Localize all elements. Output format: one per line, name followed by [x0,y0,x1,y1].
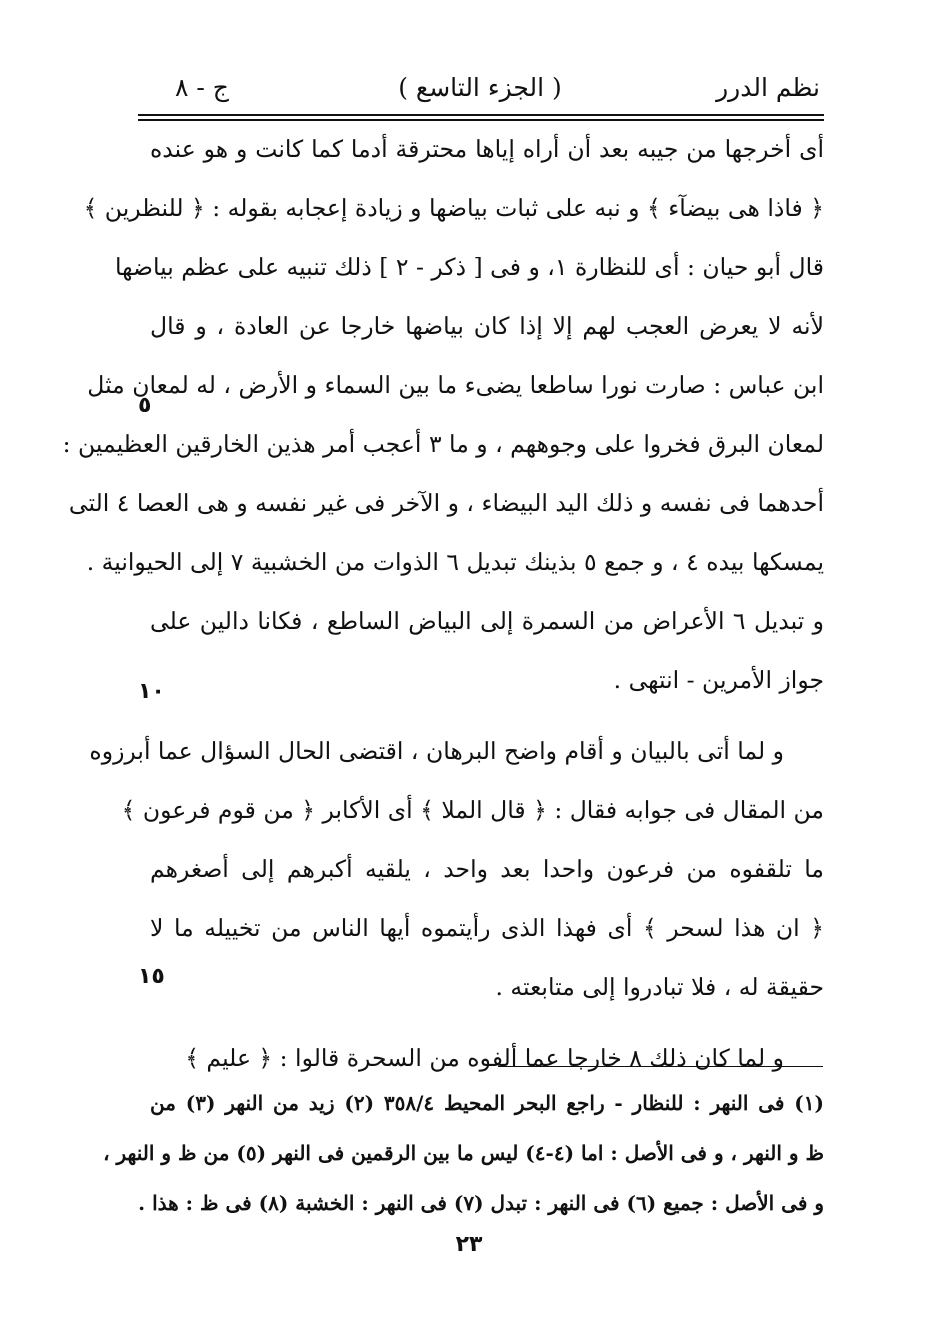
text-line: و تبديل ٦ الأعراض من السمرة إلى البياض الساطع ، فكانا دالين على [150,607,825,635]
text-line: جواز الأمرين - انتهى . [613,666,824,694]
footnote-line: و فى الأصل : جميع (٦) فى النهر : تبدل (٧) فى النهر : الخشبة (٨) فى ظ : هذا . [138,1191,824,1215]
text-line: لأنه لا يعرض العجب لهم إلا إذا كان بياضها خارجا عن العادة ، و قال [150,312,824,340]
text-line: ﴿ ان هذا لسحر ﴾ أى فهذا الذى رأيتموه أيها الناس من تخييله ما لا [150,914,824,942]
footnote-rule [498,1066,823,1067]
running-head [140,64,820,112]
paragraph-gap [150,1017,824,1029]
volume-page-ref: ج - ٨ [175,73,229,102]
text-line: و لما أتى بالبيان و أقام واضح البرهان ، اقتضى الحال السؤال عما أبرزوه [89,737,784,765]
line-number: ١٠ [138,679,165,704]
footnote-line: (١) فى النهر : للنظار - راجع البحر المحيط ٣٥٨/٤ (٢) زيد من النهر (٣) من [150,1091,824,1115]
footnote-line: ظ و النهر ، و فى الأصل : اما (٤-٤) ليس ما بين الرقمين فى النهر (٥) من ظ و النهر ، [103,1141,824,1165]
text-line: قال أبو حيان : أى للنظارة ١، و فى [ ذكر - ٢ ] ذلك تنبيه على عظم بياضها [115,253,824,281]
footnotes [103,1078,824,1228]
text-line: أى أخرجها من جيبه بعد أن أراه إياها محترقة أدما كما كانت و هو عنده [150,135,824,163]
text-line: لمعان البرق فخروا على وجوههم ، و ما ٣ أعجب أمر هذين الخارقين العظيمين : [62,430,824,458]
text-line: من المقال فى جوابه فقال : ﴿ قال الملا ﴾ أى الأكابر ﴿ من قوم فرعون ﴾ [121,796,824,824]
line-number: ١٥ [138,964,165,989]
part-title: ( الجزء التاسع ) [398,73,562,102]
text-line: ﴿ فاذا هى بيضآء ﴾ و نبه على ثبات بياضها و زيادة إعجابه بقوله : ﴿ للنظرين ﴾ [83,194,824,222]
text-line: أحدهما فى نفسه و ذلك اليد البيضاء ، و الآخر فى غير نفسه و هى العصا ٤ التى [68,489,824,517]
text-line: يمسكها بيده ٤ ، و جمع ٥ بذينك تبديل ٦ الذوات من الخشبية ٧ إلى الحيوانية . [86,548,824,576]
paragraph-gap [150,710,824,722]
body-text [62,120,825,1088]
text-line: ما تلقفوه من فرعون واحدا بعد واحد ، يلقيه أكبرهم إلى أصغرهم [150,855,824,883]
header-rule-top [138,114,824,116]
line-number: ٥ [138,393,152,418]
text-line: حقيقة له ، فلا تبادروا إلى متابعته . [495,973,824,1001]
page-number: ٢٣ [455,1232,483,1257]
text-line: و لما كان ذلك ٨ خارجا عما ألفوه من السحرة قالوا : ﴿ عليم ﴾ [185,1044,784,1072]
text-line: ابن عباس : صارت نورا ساطعا يضىء ما بين السماء و الأرض ، له لمعان مثل [87,371,824,399]
book-title: نظم الدرر [716,73,820,102]
